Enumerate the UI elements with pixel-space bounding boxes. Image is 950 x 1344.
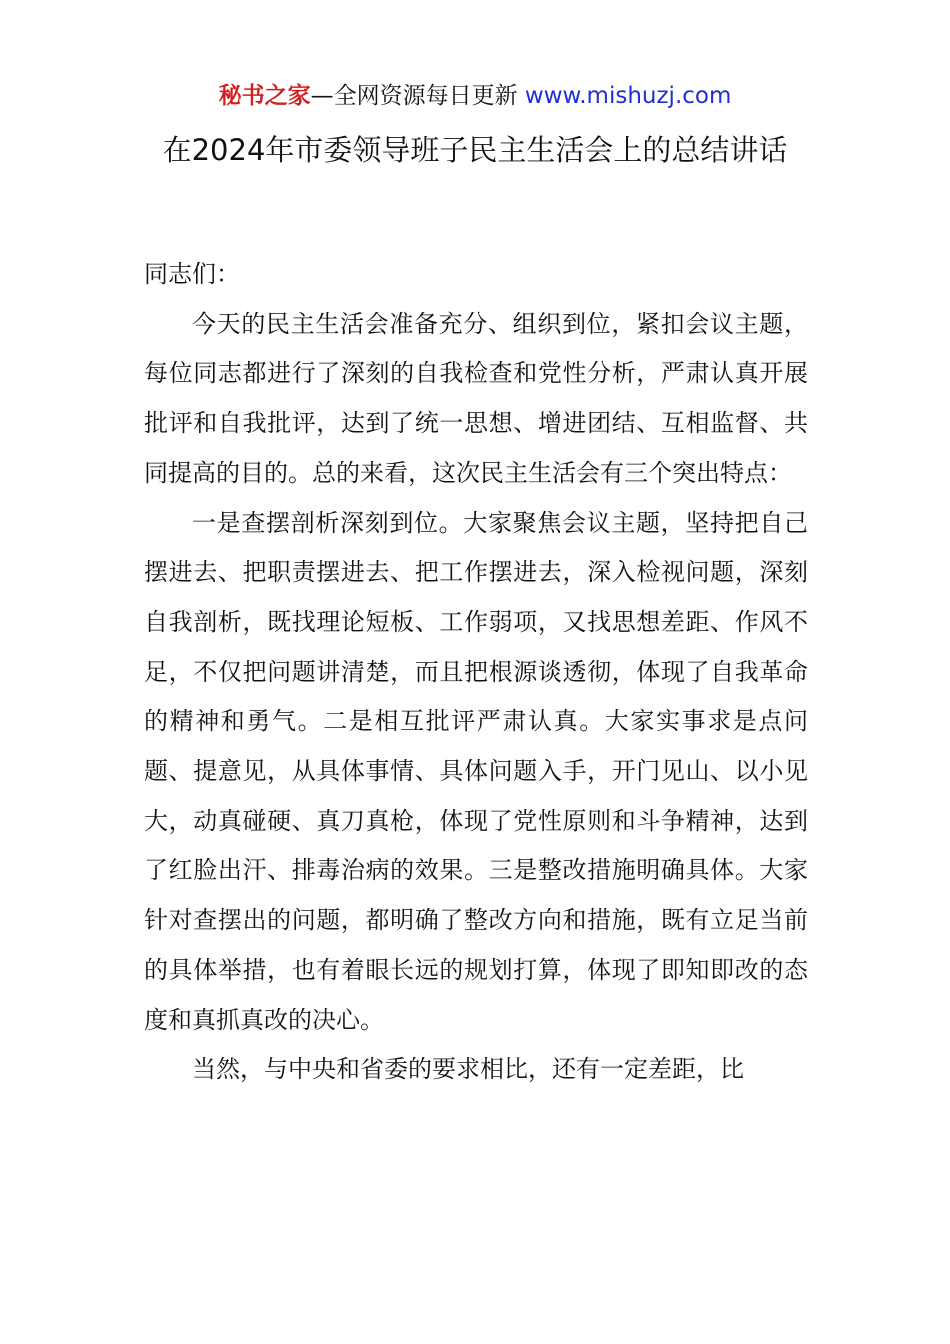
salutation: 同志们： xyxy=(144,260,240,288)
paragraph-3: 当然，与中央和省委的要求相比，还有一定差距，比 xyxy=(192,1055,744,1084)
brand-name: 秘书之家 xyxy=(218,83,311,109)
paragraph-1: 今天的民主生活会准备充分、组织到位，紧扣会议主题，每位同志都进行了深刻的自我检查和党性分析，严肃认真开展批评和自我批评，达到了统一思想、增进团结、互相监督、共同提高的目的。总的来看，这次民主生活会有三个突出特点： xyxy=(144,309,808,487)
site-header xyxy=(0,80,950,112)
site-url-link[interactable]: www.mishuzj.com xyxy=(524,83,732,109)
header-tagline: —全网资源每日更新 xyxy=(310,83,525,109)
document-title: 在2024年市委领导班子民主生活会上的总结讲话 xyxy=(162,133,788,167)
paragraph-2: 一是查摆剖析深刻到位。大家聚焦会议主题，坚持把自己摆进去、把职责摆进去、把工作摆进去，深入检视问题，深刻自我剖析，既找理论短板、工作弱项，又找思想差距、作风不足，不仅把问题讲清楚，而且把根源谈透彻，体现了自我革命的精神和勇气。二是相互批评严肃认真。大家实事求是点问题、提意见，从具体事情、具体问题入手，开门见山、以小见大，动真碰硬、真刀真枪，体现了党性原则和斗争精神，达到了红脸出汗、排毒治病的效果。三是整改措施明确具体。大家针对查摆出的问题，都明确了整改方向和措施，既有立足当前的具体举措，也有着眼长远的规划打算，体现了即知即改的态度和真抓真改的决心。 xyxy=(144,508,808,1034)
document-body xyxy=(144,250,808,1095)
